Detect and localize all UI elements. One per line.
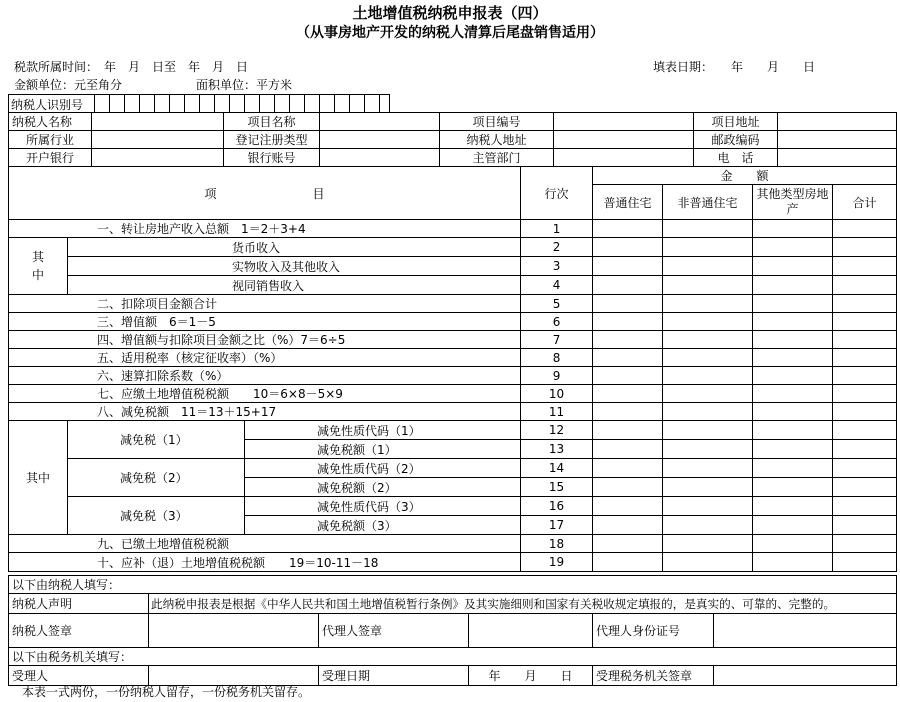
row-14-label: 减免性质代码（2） xyxy=(245,459,521,478)
other-property-header: 其他类型房地产 xyxy=(753,185,833,220)
row-4-other[interactable] xyxy=(753,276,833,295)
item-column-header: 项 目 xyxy=(9,167,521,220)
row-15-ordinary[interactable] xyxy=(593,478,663,497)
taxpayer-address-field[interactable] xyxy=(554,131,694,149)
office-sign-label: 受理税务机关签章 xyxy=(593,666,714,686)
row-18-label: 九、已缴土地增值税税额 xyxy=(9,535,521,553)
row-7-ordinary[interactable] xyxy=(593,331,663,349)
taxpayer-sign-field[interactable] xyxy=(149,614,319,648)
row-19-total[interactable] xyxy=(833,553,897,572)
row-18-total[interactable] xyxy=(833,535,897,553)
project-number-label: 项目编号 xyxy=(440,113,554,131)
registration-type-field[interactable] xyxy=(320,131,440,149)
authority-label: 主管部门 xyxy=(440,149,554,167)
relief-group-1: 减免税（1） xyxy=(68,421,245,459)
row-19-other[interactable] xyxy=(753,553,833,572)
project-address-label: 项目地址 xyxy=(694,113,778,131)
row-5-label: 二、扣除项目金额合计 xyxy=(9,295,521,313)
row-17-other[interactable] xyxy=(753,516,833,535)
row-5-other[interactable] xyxy=(753,295,833,313)
row-12-ordinary[interactable] xyxy=(593,421,663,440)
row-15-number: 15 xyxy=(521,478,593,497)
row-12-other[interactable] xyxy=(753,421,833,440)
row-14-ordinary[interactable] xyxy=(593,459,663,478)
row-13-number: 13 xyxy=(521,440,593,459)
row-13-non-ordinary[interactable] xyxy=(663,440,753,459)
row-14-other[interactable] xyxy=(753,459,833,478)
row-12-number: 12 xyxy=(521,421,593,440)
row-11-non-ordinary[interactable] xyxy=(663,403,753,421)
row-8-total[interactable] xyxy=(833,349,897,367)
fill-date-label: 填表日期： 年 月 日 xyxy=(653,60,816,74)
phone-label: 电 话 xyxy=(694,149,778,167)
form-title: 土地增值税纳税申报表（四） xyxy=(352,4,548,22)
row-4-non-ordinary[interactable] xyxy=(663,276,753,295)
row-1-number: 1 xyxy=(521,220,593,238)
row-6-ordinary[interactable] xyxy=(593,313,663,331)
row-1-other[interactable] xyxy=(753,220,833,238)
row-8-label: 五、适用税率（核定征收率）（%） xyxy=(9,349,521,367)
registration-type-label: 登记注册类型 xyxy=(224,131,320,149)
declaration-text: 此纳税申报表是根据《中华人民共和国土地增值税暂行条例》及其实施细则和国家有关税收规定填报的，是真实的、可靠的、完整的。 xyxy=(149,594,897,614)
row-9-number: 9 xyxy=(521,367,593,385)
row-15-label: 减免税额（2） xyxy=(245,478,521,497)
row-9-other[interactable] xyxy=(753,367,833,385)
form-subtitle: （从事房地产开发的纳税人清算后尾盘销售适用） xyxy=(296,25,604,41)
row-7-total[interactable] xyxy=(833,331,897,349)
tax-office-fill-note: 以下由税务机关填写： xyxy=(9,648,897,666)
row-1-non-ordinary[interactable] xyxy=(663,220,753,238)
row-7-number: 7 xyxy=(521,331,593,349)
ordinary-residential-header: 普通住宅 xyxy=(593,185,663,220)
receiver-label: 受理人 xyxy=(9,666,149,686)
row-16-other[interactable] xyxy=(753,497,833,516)
project-number-field[interactable] xyxy=(554,113,694,131)
signature-table xyxy=(8,575,897,686)
row-9-ordinary[interactable] xyxy=(593,367,663,385)
row-10-non-ordinary[interactable] xyxy=(663,385,753,403)
row-4-ordinary[interactable] xyxy=(593,276,663,295)
row-16-total[interactable] xyxy=(833,497,897,516)
row-10-total[interactable] xyxy=(833,385,897,403)
row-5-ordinary[interactable] xyxy=(593,295,663,313)
bank-field[interactable] xyxy=(92,149,224,167)
total-header: 合计 xyxy=(833,185,897,220)
row-18-ordinary[interactable] xyxy=(593,535,663,553)
non-ordinary-residential-header: 非普通住宅 xyxy=(663,185,753,220)
row-18-number: 18 xyxy=(521,535,593,553)
row-13-label: 减免税额（1） xyxy=(245,440,521,459)
row-10-number: 10 xyxy=(521,385,593,403)
receive-date-value[interactable]: 年 月 日 xyxy=(469,666,593,686)
taxpayer-name-label: 纳税人名称 xyxy=(9,113,92,131)
row-1-label: 一、转让房地产收入总额 1＝2＋3+4 xyxy=(9,220,521,238)
row-17-total[interactable] xyxy=(833,516,897,535)
taxpayer-name-field[interactable] xyxy=(92,113,224,131)
declaration-label: 纳税人声明 xyxy=(9,594,149,614)
bank-account-label: 银行账号 xyxy=(224,149,320,167)
row-19-ordinary[interactable] xyxy=(593,553,663,572)
row-16-non-ordinary[interactable] xyxy=(663,497,753,516)
row-11-ordinary[interactable] xyxy=(593,403,663,421)
row-10-ordinary[interactable] xyxy=(593,385,663,403)
agent-id-field[interactable] xyxy=(714,614,897,648)
row-14-number: 14 xyxy=(521,459,593,478)
row-2-number: 2 xyxy=(521,238,593,257)
row-4-total[interactable] xyxy=(833,276,897,295)
row-6-label: 三、增值额 6＝1－5 xyxy=(9,313,521,331)
row-15-other[interactable] xyxy=(753,478,833,497)
income-breakdown-group xyxy=(9,238,68,295)
row-14-non-ordinary[interactable] xyxy=(663,459,753,478)
row-15-total[interactable] xyxy=(833,478,897,497)
row-11-number: 11 xyxy=(521,403,593,421)
row-3-non-ordinary[interactable] xyxy=(663,257,753,276)
industry-field[interactable] xyxy=(92,131,224,149)
agent-sign-field[interactable] xyxy=(469,614,593,648)
taxpayer-id-label: 纳税人识别号 xyxy=(11,98,84,112)
row-3-label: 实物收入及其他收入 xyxy=(68,257,521,276)
row-19-label: 十、应补（退）土地增值税税额 19＝10-11－18 xyxy=(9,553,521,572)
row-4-number: 4 xyxy=(521,276,593,295)
row-13-total[interactable] xyxy=(833,440,897,459)
project-address-field[interactable] xyxy=(778,113,897,131)
row-3-ordinary[interactable] xyxy=(593,257,663,276)
taxpayer-info-table xyxy=(8,112,897,167)
agent-sign-label: 代理人签章 xyxy=(319,614,469,648)
row-12-non-ordinary[interactable] xyxy=(663,421,753,440)
tax-calculation-table xyxy=(8,166,897,572)
row-2-label: 货币收入 xyxy=(68,238,521,257)
bank-label: 开户银行 xyxy=(9,149,92,167)
row-5-number: 5 xyxy=(521,295,593,313)
taxpayer-sign-label: 纳税人签章 xyxy=(9,614,149,648)
row-8-number: 8 xyxy=(521,349,593,367)
tax-period-label: 税款所属时间： 年 月 日至 年 月 日 xyxy=(14,60,249,74)
amount-unit-label: 金额单位：元至角分 xyxy=(14,78,123,92)
row-7-non-ordinary[interactable] xyxy=(663,331,753,349)
row-9-label: 六、速算扣除系数（%） xyxy=(9,367,521,385)
row-6-other[interactable] xyxy=(753,313,833,331)
row-17-ordinary[interactable] xyxy=(593,516,663,535)
row-5-total[interactable] xyxy=(833,295,897,313)
row-12-total[interactable] xyxy=(833,421,897,440)
receive-date-label: 受理日期 xyxy=(319,666,469,686)
relief-group-2: 减免税（2） xyxy=(68,459,245,497)
row-17-non-ordinary[interactable] xyxy=(663,516,753,535)
row-13-other[interactable] xyxy=(753,440,833,459)
row-number-header: 行次 xyxy=(521,167,593,220)
row-14-total[interactable] xyxy=(833,459,897,478)
agent-id-label: 代理人身份证号 xyxy=(593,614,714,648)
office-sign-field[interactable] xyxy=(714,666,897,686)
amount-header: 金 额 xyxy=(593,167,897,185)
row-1-ordinary[interactable] xyxy=(593,220,663,238)
row-12-label: 减免性质代码（1） xyxy=(245,421,521,440)
row-11-label: 八、减免税额 11＝13＋15+17 xyxy=(9,403,521,421)
income-breakdown-group-label: 其中 xyxy=(32,250,45,282)
row-9-non-ordinary[interactable] xyxy=(663,367,753,385)
row-2-total[interactable] xyxy=(833,238,897,257)
row-16-number: 16 xyxy=(521,497,593,516)
row-19-non-ordinary[interactable] xyxy=(663,553,753,572)
row-13-ordinary[interactable] xyxy=(593,440,663,459)
row-3-total[interactable] xyxy=(833,257,897,276)
row-19-number: 19 xyxy=(521,553,593,572)
row-18-non-ordinary[interactable] xyxy=(663,535,753,553)
project-name-label: 项目名称 xyxy=(224,113,320,131)
row-6-non-ordinary[interactable] xyxy=(663,313,753,331)
row-15-non-ordinary[interactable] xyxy=(663,478,753,497)
row-8-ordinary[interactable] xyxy=(593,349,663,367)
row-17-label: 减免税额（3） xyxy=(245,516,521,535)
project-name-field[interactable] xyxy=(320,113,440,131)
row-18-other[interactable] xyxy=(753,535,833,553)
row-8-other[interactable] xyxy=(753,349,833,367)
row-11-other[interactable] xyxy=(753,403,833,421)
relief-group-3: 减免税（3） xyxy=(68,497,245,535)
row-6-number: 6 xyxy=(521,313,593,331)
row-6-total[interactable] xyxy=(833,313,897,331)
row-17-number: 17 xyxy=(521,516,593,535)
row-2-other[interactable] xyxy=(753,238,833,257)
row-4-label: 视同销售收入 xyxy=(68,276,521,295)
taxpayer-fill-note: 以下由纳税人填写： xyxy=(9,576,897,594)
row-16-ordinary[interactable] xyxy=(593,497,663,516)
footnote: 本表一式两份，一份纳税人留存，一份税务机关留存。 xyxy=(22,685,311,699)
row-2-ordinary[interactable] xyxy=(593,238,663,257)
row-8-non-ordinary[interactable] xyxy=(663,349,753,367)
taxpayer-address-label: 纳税人地址 xyxy=(440,131,554,149)
phone-field[interactable] xyxy=(778,149,897,167)
bank-account-field[interactable] xyxy=(320,149,440,167)
row-7-other[interactable] xyxy=(753,331,833,349)
industry-label: 所属行业 xyxy=(9,131,92,149)
area-unit-label: 面积单位：平方米 xyxy=(196,78,293,92)
row-5-non-ordinary[interactable] xyxy=(663,295,753,313)
row-10-label: 七、应缴土地增值税税额 10＝6×8－5×9 xyxy=(9,385,521,403)
row-10-other[interactable] xyxy=(753,385,833,403)
postal-code-field[interactable] xyxy=(778,131,897,149)
row-1-total[interactable] xyxy=(833,220,897,238)
authority-field[interactable] xyxy=(554,149,694,167)
row-11-total[interactable] xyxy=(833,403,897,421)
row-9-total[interactable] xyxy=(833,367,897,385)
relief-breakdown-group: 其中 xyxy=(9,421,68,535)
row-3-number: 3 xyxy=(521,257,593,276)
postal-code-label: 邮政编码 xyxy=(694,131,778,149)
row-7-label: 四、增值额与扣除项目金额之比（%）7＝6÷5 xyxy=(9,331,521,349)
row-3-other[interactable] xyxy=(753,257,833,276)
row-16-label: 减免性质代码（3） xyxy=(245,497,521,516)
row-2-non-ordinary[interactable] xyxy=(663,238,753,257)
